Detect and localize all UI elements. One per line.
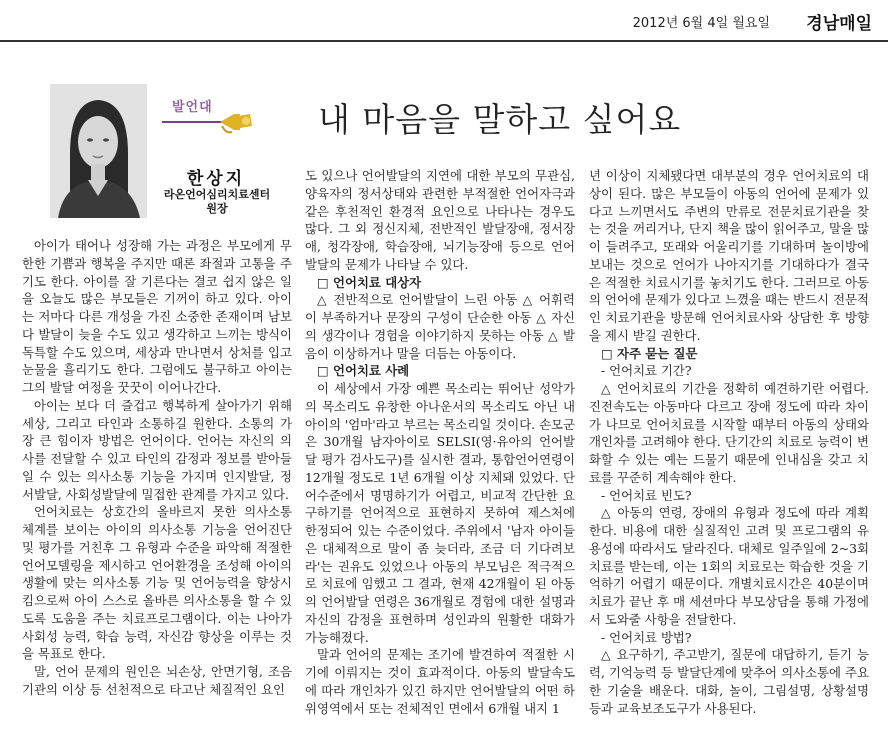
article-column-2 bbox=[305, 167, 575, 717]
paragraph: 도 있으나 언어발달의 지연에 대한 부모의 무관심, 양육자의 정서상태와 관련한 부적절한 언어자극과 같은 후천적인 환경적 요인으로 나타나는 경우도 많다. 그 외 정신지체, 전반적인 발달장애, 정서장애, 청각장애, 학습장애, 뇌기능장애 등으로 언어발달의 문제가 나타날 수 있다. bbox=[305, 168, 575, 272]
publication-date: 2012년 6월 4일 월요일 bbox=[632, 16, 770, 31]
author-affiliation bbox=[147, 188, 287, 216]
article-column-3 bbox=[589, 167, 869, 717]
paragraph: - 언어치료 방법? bbox=[601, 629, 692, 645]
column-name: 발언대 bbox=[172, 100, 213, 115]
section-heading: □ 언어치료 대상자 bbox=[317, 274, 422, 290]
column-logo bbox=[160, 96, 270, 156]
paragraph: 아이가 태어나 성장해 가는 과정은 부모에게 무한한 기쁨과 행복을 주지만 때론 좌절과 고통을 주기도 한다. 아이를 잘 기른다는 결코 쉽지 않은 일을 오늘도 많은 부모들은 기꺼이 하고 있다. 아이는 저마다 다른 개성을 가진 소중한 존재이며 남보다 발달이 늦을 수도 있고 생각하고 느끼는 방식이 독특할 수도 있으며, 세상과 만나면서 상처를 입고 눈물을 흘리기도 한다. 그럼에도 불구하고 아이는 그의 발달 여정을 꿋꿋이 이어나간다. bbox=[22, 238, 292, 395]
paragraph: △ 언어치료의 기간을 정확히 예견하기란 어렵다. 진전속도는 아동마다 다르고 장애 정도에 따라 차이가 나므로 언어치료를 시작할 때부터 아동의 상태와 개인차를 고려해야 한다. 단기간의 치료로 능력이 변화할 수 있는 예는 드물기 때문에 인내심을 갖고 치료를 꾸준히 계속해야 한다. bbox=[589, 381, 869, 485]
author-name: 한상지 bbox=[186, 169, 246, 189]
trumpet-icon bbox=[160, 112, 260, 140]
paragraph: 이 세상에서 가장 예쁜 목소리는 뛰어난 성악가의 목소리도 유창한 아나운서의 목소리도 아닌 내 아이의 '엄마'라고 부르는 목소리일 것이다. 손모군은 30개월 남자아이로 SELSI(영·유아의 언어발달 평가 검사도구)를 실시한 결과, 통합언어연령이 12개월 정도로 1년 6개월 이상 지체돼 있었다. 단어수준에서 명명하기가 어렵고, 비교적 간단한 요구하기를 언어적으로 표현하지 못하여 제스처에 한정되어 있는 수준이었다. 주위에서 '남자 아이들은 대체적으로 말이 좀 늦더라, 조금 더 기다려보라'는 권유도 있었으나 아동의 부모님은 적극적으로 치료에 임했고 그 결과, 현재 42개월이 된 아동의 언어발달 연령은 36개월로 경험에 대한 설명과 자신의 감정을 표현하며 성인과의 원활한 대화가 가능해졌다. bbox=[305, 381, 575, 645]
article-headline: 내 마음을 말하고 싶어요 bbox=[318, 100, 682, 139]
article-column-1 bbox=[22, 237, 292, 699]
section-heading: □ 자주 묻는 질문 bbox=[601, 345, 698, 361]
paragraph: △ 요구하기, 주고받기, 질문에 대답하기, 듣기 능력, 기억능력 등 발달단계에 맞추어 의사소통에 주요한 기술을 배운다. 대화, 놀이, 그림설명, 상황설명 등과 교육보조도구가 사용된다. bbox=[589, 647, 869, 716]
paragraph: 말, 언어 문제의 원인은 뇌손상, 안면기형, 조음기관의 이상 등 선천적으로 타고난 체질적인 요인 bbox=[22, 664, 292, 697]
newspaper-header bbox=[0, 0, 888, 42]
newspaper-name: 경남매일 bbox=[806, 14, 872, 34]
paragraph: - 언어치료 빈도? bbox=[601, 487, 692, 503]
paragraph: △ 전반적으로 언어발달이 느린 아동 △ 어휘력이 부족하거나 문장의 구성이 단순한 아동 △ 자신의 생각이나 경험을 이야기하지 못하는 아동 △ 발음이 이상하거나 말을 더듬는 아동이다. bbox=[305, 292, 575, 361]
paragraph: 아이는 보다 더 즐겁고 행복하게 살아가기 위해 세상, 그리고 타인과 소통하길 원한다. 소통의 가장 큰 힘이자 방법은 언어이다. 언어는 자신의 의사를 전달할 수 있고 타인의 감정과 정보를 받아들일 수 있는 의사소통 기능을 가지며 인지발달, 정서발달, 사회성발달에 밀접한 관계를 가지고 있다. bbox=[22, 397, 292, 502]
paragraph: 말과 언어의 문제는 조기에 발견하여 적절한 시기에 이뤄지는 것이 효과적이다. 아동의 발달속도에 따라 개인차가 있긴 하지만 언어발달의 어떤 하위영역에서 또는 전체적인 면에서 6개월 내지 1 bbox=[305, 647, 575, 716]
author-photo bbox=[50, 84, 147, 218]
author-org-line: 라온언어심리치료센터 bbox=[163, 188, 271, 201]
paragraph: 언어치료는 상호간의 올바르지 못한 의사소통 체계를 보이는 아이의 의사소통 기능을 언어진단 및 평가를 거친후 그 유형과 수준을 파악해 적절한 언어모델링을 제시하고 언어환경을 조성해 아이의 생활에 맞는 의사소통 기능 및 언어능력을 향상시킴으로써 아이 스스로 올바른 의사소통을 할 수 있도록 도움을 주는 치료프로그램이다. 이는 나아가 사회성 능력, 학습 능력, 자신감 향상을 이루는 것을 목표로 한다. bbox=[22, 504, 292, 662]
author-title-line: 원장 bbox=[206, 202, 228, 215]
paragraph: - 언어치료 기간? bbox=[601, 363, 692, 379]
paragraph: △ 아동의 연령, 장애의 유형과 정도에 따라 계획한다. 비용에 대한 실질적인 고려 및 프로그램의 유용성에 따라서도 달라진다. 대체로 일주일에 2~3회 치료를 받는데, 이는 1회의 치료로는 학습한 것을 기억하기 어렵기 때문이다. 개별치료시간은 40분이며 치료가 끝난 후 매 세션마다 부모상담을 통해 가정에서 도와줄 사항을 전달한다. bbox=[589, 505, 869, 627]
section-heading: □ 언어치료 사례 bbox=[317, 363, 410, 379]
paragraph: 년 이상이 지체됐다면 대부분의 경우 언어치료의 대상이 된다. 많은 부모들이 아동의 언어에 문제가 있다고 느끼면서도 주변의 만류로 전문치료기관을 찾는 것을 꺼리거나, 단지 책을 많이 읽어주고, 말을 많이 들려주고, 또래와 어울리기를 기대하며 놀이방에 보내는 것으로 언어가 나아지기를 기대하다가 결국은 적절한 치료시기를 놓치기도 한다. 그러므로 아동의 언어에 문제가 있다고 느꼈을 때는 반드시 전문적인 치료기관을 방문해 언어치료사와 상담한 후 방향을 제시 받길 권한다. bbox=[589, 168, 869, 343]
